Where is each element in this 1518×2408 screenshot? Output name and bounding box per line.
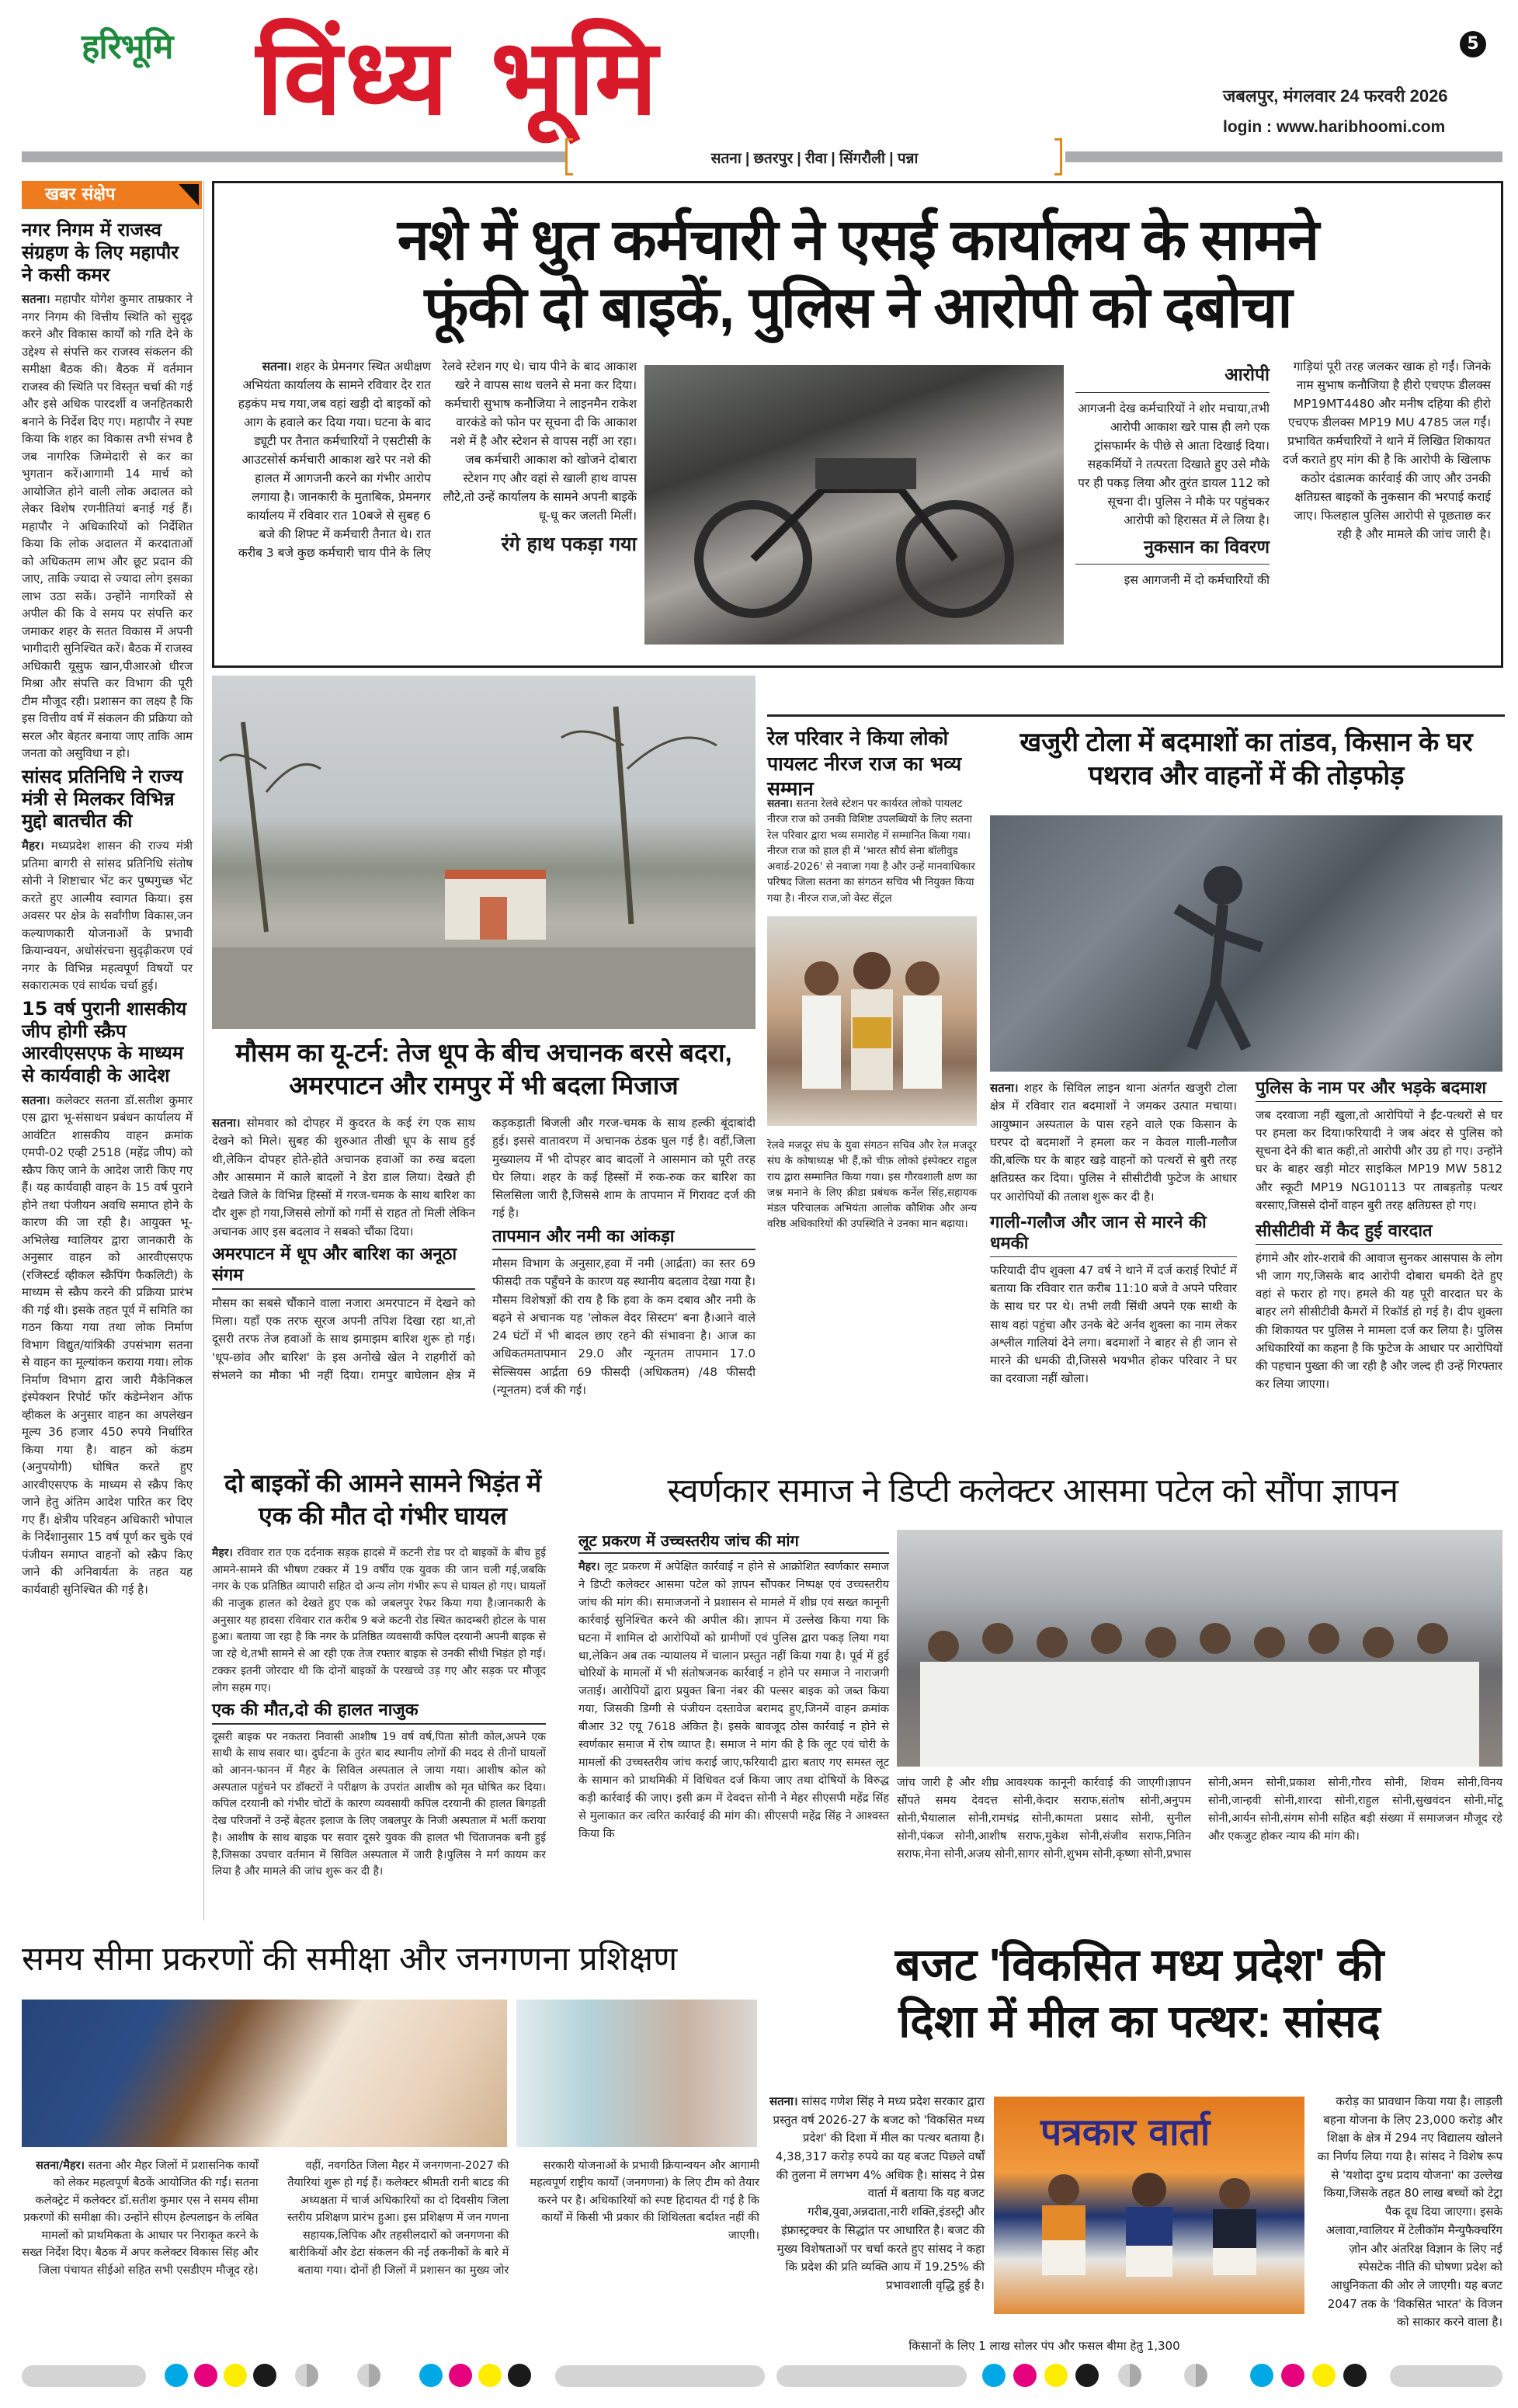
budget-story-headline[interactable] xyxy=(776,1937,1502,2050)
black-dot-icon xyxy=(253,2364,276,2387)
accident-story-body xyxy=(212,1545,546,1884)
group-people-illustration xyxy=(767,916,977,1126)
lead-body: आगजनी देख कर्मचारियों ने शोर मचाया,तभी आरोपी आकाश खरे पास ही लगे एक ट्रांसफार्मर के पीछे से आता दिखाई दिया। सहकर्मियों ने तत्परता दिखाते हुए उसे मौके पर ही पकड़ लिया और तुरंत डायल 112 को सूचना दी। पुलिस ने मौके पर पहुंचकर आरोपी को हिरासत में ले लिया है। xyxy=(1078,401,1270,527)
brief-item xyxy=(22,998,193,1599)
accident-story-headline[interactable]: दो बाइकों की आमने सामने भिड़ंत में एक की मौत दो गंभीर घायल xyxy=(224,1469,542,1530)
brief-body: मध्यप्रदेश शासन की राज्य मंत्री प्रतिमा बागरी से सांसद प्रतिनिधि संतोष सोनी ने शिष्टाचार भेंट कर पुष्पगुच्छ भेंट करते हुए आत्मीय स्वागत किया। इस अवसर पर क्षेत्र के सर्वांगीण विकास,जन कल्याणकारी योजनाओं के प्रभावी क्रियान्वयन, अधोसंरचना सुदृढ़ीकरण एवं नगर के विभिन्न महत्वपूर्ण विषयों पर सकारात्मक एवं सार्थक चर्चा हुई। xyxy=(22,839,193,993)
brief-headline[interactable]: 15 वर्ष पुरानी शासकीय जीप होगी स्क्रैप आरवीएसएफ के माध्यम से कार्यवाही के आदेश xyxy=(22,997,187,1087)
budget-headline-line1: बजट 'विकसित मध्य प्रदेश' की xyxy=(894,1940,1384,1990)
lead-body: रेलवे स्टेशन गए थे। चाय पीने के बाद आकाश खरे ने वापस साथ चलने से मना कर दिया। कर्मचारी सुभाष कनौजिया ने लाइनमैन राकेश वारकंडे को फोन पर सूचना दी कि आकाश नशे में है और स्टेशन से वापस नहीं आ रहा। जब कर्मचारी आकाश को खोजने दोबारा स्टेशन गए और वहां से खाली हाथ वापस लौटे,तो उन्हें कार्यालय के सामने अपनी बाइकें धू-धू कर जलती मिलीं। xyxy=(442,360,637,523)
memorandum-group-photo xyxy=(897,1530,1502,1767)
yellow-dot-icon xyxy=(1044,2364,1068,2387)
lead-headline-line2: फूंकी दो बाइकें, पुलिस ने आरोपी को दबोचा xyxy=(424,275,1292,340)
magenta-dot-icon xyxy=(1013,2364,1037,2387)
lead-body: गाड़ियां पूरी तरह जलकर खाक हो गईं। जिनके नाम सुभाष कनौजिया है हीरो एचएफ डीलक्स MP19MT4480 और मनीष दहिया की हीरो एचएफ डीलक्स MP19 MU 4785 जल गईं। प्रभावित कर्मचारियों ने थाने में लिखित शिकायत दर्ज कराते हुए मांग की है कि आरोपी के खिलाफ कठोर दंडात्मक कार्रवाई की जाए और उनकी क्षतिग्रस्त बाइकों के नुकसान की भरपाई कराई जाए। फिलहाल पुलिस आरोपी से पूछताछ कर रही है और मामले की जांच जारी है। xyxy=(1282,360,1491,542)
census-training-photo xyxy=(516,2000,757,2147)
cctv-footage-photo xyxy=(990,815,1502,1072)
lead-story-headline[interactable] xyxy=(225,206,1491,342)
weather-subhead-temperature: तापमान और नमी का आंकड़ा xyxy=(492,1226,756,1251)
lead-subhead-caught: रंगे हाथ पकड़ा गया xyxy=(501,533,637,556)
press-conference-photo xyxy=(994,2097,1304,2314)
budget-body-1: सांसद गणेश सिंह ने मध्य प्रदेश सरकार द्वारा प्रस्तुत वर्ष 2026-27 के बजट को 'विकसित मध्य प्रदेश' की दिशा में मील का पत्थर बताया है। 4,38,317 करोड़ रुपये का यह बजट पिछले वर्षों की तुलना में लगभग 4% अधिक है। सांसद ने प्रेस वार्ता में बताया कि यह बजट गरीब,युवा,अन्नदाता,नारी शक्ति,इंडस्ट्री और इंफ्रास्ट्रक्चर के सिद्धांत पर आधारित है। बजट की मुख्य विशेषताओं पर चर्चा करते हुए सांसद ने कहा कि प्रदेश की प्रति व्यक्ति आय में 19.25% की प्रभावशाली वृद्धि हुई है। xyxy=(773,2094,985,2292)
cyan-dot-icon xyxy=(165,2364,188,2387)
magenta-dot-icon xyxy=(449,2364,472,2387)
khajuri-subhead-threat: गाली-गलौज और जान से मारने की धमकी xyxy=(990,1212,1237,1257)
khajuri-story-headline[interactable]: खजुरी टोला में बदमाशों का तांडव, किसान के घर पथराव और वाहनों में की तोड़फोड़ xyxy=(1020,728,1473,791)
review-meeting-photo xyxy=(22,2000,507,2147)
cyan-dot-icon xyxy=(982,2364,1006,2387)
accident-subhead: एक की मौत,दो की हालत नाजुक xyxy=(212,1700,546,1725)
brand-logo: हरिभूमि xyxy=(82,27,173,67)
budget-story-column-3: करोड़ का प्रावधान किया गया है। लाड़ली बहना योजना के लिए 23,000 करोड़ और शिक्षा के क्षेत्र में 294 नए विद्यालय खोलने का निर्णय लिया गया है। सांसद ने विशेष रूप से 'यशोदा दुग्ध प्रदाय योजना' का उल्लेख किया,जिसके तहत 80 लाख बच्चों को टेट्रा पैक दूध दिया जाएगा। इसके अलावा,ग्वालियर में टेलीकॉम मैन्युफैक्चरिंग ज़ोन और अंतरिक्ष विज्ञान के लिए नई स्पेसटेक नीति की घोषणा प्रदेश को आधुनिकता की ओर ले जाएगी। यह बजट 2047 तक के 'विकसित भारत' के विजन को साकार करने वाला है। xyxy=(1317,2094,1502,2330)
khajuri-story-column-2 xyxy=(1256,1072,1502,1397)
registration-bar xyxy=(555,2365,765,2387)
lead-body: शहर के प्रेमनगर स्थित अधीक्षण अभियंता कार्यालय के सामने रविवार देर रात हड़कंप मच गया,जब वहां खड़ी दो बाइकों को आग के हवाले कर दिया गया। घटना के बाद ड्यूटी पर तैनात कर्मचारियों ने एसटीसी के आउटसोर्स कर्मचारी आकाश खरे पर नशे की हालत में आगजनी करने का गंभीर आरोप लगाया है। जानकारी के मुताबिक, प्रेमनगर कार्यालय में रविवार रात 10बजे से सुबह 6 बजे की शिफ्ट में कर्मचारी तैनात थे। रात करीब 3 बजे कुछ कर्मचारी चाय पीने के लिए xyxy=(238,360,431,561)
khajuri-subhead-police: पुलिस के नाम पर और भड़के बदमाश xyxy=(1256,1078,1502,1102)
weather-body-3: मौसम विभाग के अनुसार,हवा में नमी (आर्द्रता) का स्तर 69 फीसदी तक पहुँचने के कारण यह स्थानीय बदलाव देखा गया है। मौसम विशेषज्ञों की राय है कि हवा के कम दबाव और नमी के बढ़ने से अचानक यह 'लोकल वेदर सिस्टम' बना है।आने वाले 24 घंटों में भी बादल छाए रहने की संभावना है। आज का अधिकतमतापमान 29.0 और न्यूनतम तापमान 17.0 सेल्सियस आर्द्रता 69 फीसदी (अधिकतम) /48 फीसदी (न्यूनतम) दर्ज की गई। xyxy=(492,1256,756,1397)
khajuri-subhead-cctv: सीसीटीवी में कैद हुई वारदात xyxy=(1256,1221,1502,1245)
gray-half-dot-icon xyxy=(295,2364,318,2387)
budget-story-column-1 xyxy=(767,2093,985,2295)
lead-subhead-loss: नुकसान का विवरण xyxy=(1075,534,1270,565)
census-dateline: सतना/मैहर। xyxy=(36,2160,85,2172)
masthead-band-left xyxy=(22,151,565,162)
census-story-headline[interactable]: समय सीमा प्रकरणों की समीक्षा और जनगणना प्रशिक्षण xyxy=(22,1941,678,1978)
rail-dateline: सतना। xyxy=(767,797,793,810)
cyan-dot-icon xyxy=(1250,2364,1273,2387)
accident-dateline: मैहर। xyxy=(212,1547,233,1559)
magenta-dot-icon xyxy=(1281,2364,1304,2387)
brief-headline[interactable]: नगर निगम में राजस्व संग्रहण के लिए महापौर ने कसी कमर xyxy=(22,219,179,286)
column-divider xyxy=(203,181,204,1920)
gray-half-dot-icon xyxy=(1184,2364,1207,2387)
weather-subhead-amarpatan: अमरपाटन में धूप और बारिश का अनूठा संगम xyxy=(212,1244,475,1290)
swarnkar-body-2: जांच जारी है और शीघ्र आवश्यक कानूनी कार्रवाई की जाएगी।ज्ञापन सौंपते समय देवदत्त सोनी,केदार सराफ,संतोष सोनी,अनुपम सोनी,भैयालाल सोनी,रामचंद्र सोनी,कामता प्रसाद सोनी, सुनील सोनी,पंकज सोनी,आशीष सराफ,मुकेश सोनी,संजीव सराफ,नितिन सराफ,मेना सोनी,अजय सोनी,सागर सोनी,शुभम सोनी,कृष्णा सोनी,प्रभास सोनी,अमन सोनी,प्रकाश सोनी,गौरव सोनी, शिवम सोनी,विनय सोनी,जान्हवी सोनी,शारदा सोनी,राहुल सोनी,सुखवंदन सोनी,मोंटू सोनी,आर्यन सोनी,संगम सोनी सहित बड़ी संख्या में समाजजन मौजूद रहे और एकजुट होकर न्याय की मांग की। xyxy=(897,1777,1502,1861)
weather-body-1: सोमवार को दोपहर में कुदरत के कई रंग एक साथ देखने को मिले। सुबह की शुरुआत तीखी धूप के साथ हुई थी,लेकिन दोपहर होते-होते अचानक हवाओं का रुख बदला और आसमान में काले बादलों ने डेरा डाल लिया। देखते ही देखते जिले के विभिन्न हिस्सों में गरज-चमक के साथ बारिश का दौर शुरू हो गया,जिससे लोगों को गर्मी से राहत तो मिली लेकिन अचानक आए इस बदलाव ने सबको चौंका दिया। xyxy=(212,1116,475,1239)
lead-body: इस आगजनी में दो कर्मचारियों की xyxy=(1124,573,1270,588)
website-link[interactable]: login : www.haribhoomi.com xyxy=(1223,118,1446,136)
weather-dateline: सतना। xyxy=(212,1116,241,1130)
brief-dateline: सतना। xyxy=(22,292,50,307)
three-speakers-illustration xyxy=(994,2097,1304,2314)
burnt-motorcycle-illustration xyxy=(644,365,1064,645)
swarnkar-body-1: लूट प्रकरण में अपेक्षित कार्रवाई न होने से आक्रोशित स्वर्णकार समाज ने डिप्टी कलेक्टर आसमा पटेल को ज्ञापन सौंपकर निष्पक्ष एवं उच्चस्तरीय जांच की मांग की। समाजजनों ने प्रशासन से मामले में शीघ्र एवं सख्त कानूनी कार्रवाई सुनिश्चित करने की अपील की। ज्ञापन में उल्लेख किया गया कि घटना में शामिल दो आरोपियों को ग्रामीणों एवं पुलिस द्वारा पकड़ लिया गया था,लेकिन अब तक न्यायालय में चालान प्रस्तुत नहीं किया गया है। पूर्व में हुई चोरियों के मामलों में भी संतोषजनक कार्रवाई न होने पर समाज ने नाराजगी जताई। आरोपियों द्वारा प्रयुक्त बिना नंबर की पल्सर बाइक को जब्त किया गया, जिसकी डिग्गी से पंजीयन दस्तावेज बरामद हुए,जिनमें वाहन क्रमांक बीआर 32 एयू 7618 अंकित है। इसके बावजूद ठोस कार्रवाई न होने से स्वर्णकार समाज में रोष व्याप्त है। समाज ने मांग की है कि लूट एवं चोरी के मामलों की उच्चस्तरीय जांच कराई जाए,फरियादी द्वारा बताए गए समस्त लूट के सामान को प्राथमिकी में विधिवत दर्ज किया जाए तथा दोषियों के विरुद्ध कड़ी कार्रवाई की जाए। इसी क्रम में देवदत्त सोनी ने मेहर सीएसपी महेंद्र सिंह से मुलाकात कर त्वरित कार्रवाई की मांग की। सीएसपी महेंद्र सिंह ने आश्वस्त किया कि xyxy=(578,1561,889,1840)
budget-headline-line2: दिशा में मील का पत्थर: सांसद xyxy=(898,1996,1381,2047)
gray-half-dot-icon xyxy=(1118,2364,1141,2387)
section-rule xyxy=(767,714,1505,717)
registration-bar xyxy=(776,2365,967,2387)
registration-bar xyxy=(1390,2365,1502,2387)
rail-story-body-top xyxy=(767,796,977,906)
accident-body-2: दूसरी बाइक पर नकतरा निवासी आशीष 19 वर्ष वर्ष,पिता सोती कोल,अपने एक साथी के साथ सवार था। दुर्घटना के तुरंत बाद स्थानीय लोगों की मदद से तीनों घायलों को आनन-फानन में मैहर के सिविल अस्पताल ले जाया गया। आशीष कोल को अस्पताल पहुंचने पर डॉक्टरों ने परीक्षण के उपरांत आशीष को मृत घोषित कर दिया। कपिल दरयानी को गंभीर चोटों के कारण व्यवसायी कपिल दरयानी की हालत बिगड़ती देख परिजनों ने उन्हें बेहतर इलाज के लिए जबलपुर के निजी अस्पताल में भर्ती कराया है। आशीष के साथ बाइक पर सवार दूसरे युवक की हालत भी चिंताजनक बनी हुई है,जिसका उपचार वर्तमान में सिविल अस्पताल में जारी है।पुलिस ने मर्ग कायम कर लिया है और मामले की जांच शुरू कर दी है। xyxy=(212,1730,546,1878)
khajuri-body-3: जब दरवाजा नहीं खुला,तो आरोपियों ने ईंट-पत्थरों से घर पर हमला कर दिया।फरियादी ने जब अंदर से पुलिस को सूचना देने की बात कही,तो आरोपी और उग्र हो गए। उन्होंने घर के बाहर खड़ी मोटर साइकिल MP19 MW 5812 और स्कूटी MP19 NG10113 पर ताबड़तोड़ पत्थर बरसाए,जिससे दोनों वाहन बुरी तरह क्षतिग्रस्त हो गए। xyxy=(1256,1107,1502,1212)
census-story-body xyxy=(22,2157,759,2279)
rail-story-headline[interactable]: रेल परिवार ने किया लोको पायलट नीरज राज का भव्य सम्मान xyxy=(767,727,962,800)
region-list: सतना | छतरपुर | रीवा | सिंगरौली | पन्ना xyxy=(710,151,919,167)
census-body: सतना और मैहर जिलों में प्रशासनिक कार्यों को लेकर महत्वपूर्ण बैठकें आयोजित की गईं। सतना कलेक्ट्रेट में कलेक्टर डॉ.सतीश कुमार एस ने समय सीमा प्रकरणों की समीक्षा की। उन्होंने सीएम हेल्पलाइन के लंबित मामलों को प्राथमिकता के आधार पर निराकृत करने के सख्त निर्देश दिए। बैठक में अपर कलेक्टर विकास सिंह और जिला पंचायत सीईओ सहित सभी एसडीएम मौजूद रहे। वहीं, नवगठित जिला मैहर में जनगणना-2027 की तैयारियां शुरू हो गई हैं। कलेक्टर श्रीमती रानी बाटड की अध्यक्षता में चार्ज अधिकारियों का दो दिवसीय जिला स्तरीय प्रशिक्षण प्रारंभ हुआ। इस प्रशिक्षण में जन गणना सहायक,लिपिक और तहसीलदारों को जनगणना की बारीकियों और डेटा संकलन की नई तकनीकों के बारे में बताया गया। दोनों ही जिलों में प्रशासन का मुख्य जोर सरकारी योजनाओं के प्रभावी क्रियान्वयन और आगामी महत्वपूर्ण राष्ट्रीय कार्यों (जनगणना) के लिए टीम को तैयार करने पर है। अधिकारियों को स्पष्ट हिदायत दी गई है कि कार्यों में किसी भी प्रकार की शिथिलता बर्दाश्त नहीं की जाएगी। xyxy=(22,2160,759,2277)
swarnkar-story-headline[interactable]: स्वर्णकार समाज ने डिप्टी कलेक्टर आसमा पटेल को सौंपा ज्ञापन xyxy=(667,1472,1398,1510)
lead-dateline: सतना। xyxy=(262,360,292,374)
news-briefs-label-text: खबर संक्षेप xyxy=(45,185,116,204)
felicitation-photo xyxy=(767,916,977,1126)
budget-story-tail: किसानों के लिए 1 लाख सोलर पंप और फसल बीमा हेतु 1,300 xyxy=(908,2339,1180,2353)
khajuri-dateline: सतना। xyxy=(990,1081,1019,1095)
yellow-dot-icon xyxy=(1312,2364,1336,2387)
lead-subhead-accused: आरोपी xyxy=(1075,362,1270,393)
brief-body: कलेक्टर सतना डॉ.सतीश कुमार एस द्वारा भू-संसाधन प्रबंधन कार्यालय में आवंटित शासकीय वाहन क्रमांक एमपी-02 एव्ही 2518 (महेंद्र जीप) को स्क्रैप किए जाने के आदेश जारी किए गए हैं। यह कार्यवाही वाहन के 15 वर्ष पुराने होने तथा पंजीयन अवधि समाप्त होने के कारण की जा रही है। आयुक्त भू-अभिलेख ग्वालियर द्वारा जानकारी के अनुसार वाहन को आरवीएसएफ (रजिस्टर्ड व्हीकल स्क्रैपिंग फैकलिटी) के माध्यम से स्क्रैप करने की प्रक्रिया प्रारंभ की गई थी। इसके तहत पूर्व में समिति का गठन किया गया तथा लोक निर्माण विभाग विद्युत/यांत्रिकी उपसंभाग सतना से वाहन का मूल्यांकन कराया गया। लोक निर्माण विभाग द्वारा जारी मैकेनिकल इंस्पेक्शन रिपोर्ट फॉर कंडेम्नेशन ऑफ व्हीकल के अनुसार वाहन का अपलेखन मूल्य 36 हजार 450 रुपये निर्धारित किया गया है। वाहन को कंडम (अनुपयोगी) घोषित करते हुए आरवीएसएफ के माध्यम से स्क्रैप किए जाने हेतु अंतिम आदेश पारित कर दिए गए हैं। क्षेत्रीय परिवहन अधिकारी भोपाल के निर्देशानुसार 15 वर्ष पूर्ण कर चुके एवं पंजीयन समाप्त वाहनों को स्क्रैप किए जाने की अनिवार्यता के तहत यह कार्यवाही सुनिश्चित की गई है। xyxy=(22,1093,193,1597)
registration-bar xyxy=(22,2365,146,2387)
bracket-left-decoration xyxy=(565,138,573,175)
brief-dateline: मैहर। xyxy=(22,839,44,853)
rail-body: सतना रेलवे स्टेशन पर कार्यरत लोको पायलट नीरज राज को उनकी विशिष्ट उपलब्धियों के लिए सतना रेल परिवार द्वारा भव्य समारोह में सम्मानित किया गया।नीरज राज को हाल ही में 'भारत सौर्य सेना बॉलीवुड अवार्ड-2026' से नवाजा गया है और उन्हें मानवाधिकार परिषद जिला सतना का संगठन सचिव भी नियुक्त किया गया है। नीरज राज,जो वेस्ट सेंट्रल xyxy=(767,797,975,905)
cctv-figure-illustration xyxy=(990,815,1502,1072)
khajuri-story-column-1 xyxy=(990,1079,1237,1392)
crowd-illustration xyxy=(897,1530,1502,1767)
brief-dateline: सतना। xyxy=(22,1093,50,1107)
black-dot-icon xyxy=(1075,2364,1099,2387)
lead-story-column-4 xyxy=(1281,357,1491,544)
swarnkar-dateline: मैहर। xyxy=(578,1561,600,1573)
khajuri-body-1: शहर के सिविल लाइन थाना अंतर्गत खजुरी टोला क्षेत्र में रविवार रात बदमाशों ने जमकर उत्पात मचाया।आयुष्मान अस्पताल के पास रहने वाले एक किसान के घरपर दो बदमाशों ने हमला कर न केवल गाली-गलौज की,बल्कि घर के बाहर खड़े वाहनों को पत्थरों से बुरी तरह क्षतिग्रस्त कर दिया। पुलिस ने सीसीटीवी फुटेज के आधार पर आरोपियों की तलाश शुरू कर दी है। xyxy=(990,1081,1237,1204)
news-briefs-column xyxy=(22,216,193,1598)
tree-and-hut-illustration xyxy=(212,676,756,1029)
press-conference-banner: पत्रकार वार्ता xyxy=(1040,2111,1211,2154)
bracket-right-decoration xyxy=(1054,138,1062,175)
swarnkar-story-body xyxy=(578,1531,889,1843)
cyan-dot-icon xyxy=(419,2364,443,2387)
weather-story-headline[interactable]: मौसम का यू-टर्न: तेज धूप के बीच अचानक बरसे बदरा, अमरपाटन और रामपुर में भी बदला मिजाज xyxy=(235,1038,732,1100)
gray-half-dot-icon xyxy=(357,2364,380,2387)
weather-story-body xyxy=(212,1114,756,1399)
swarnkar-story-continued xyxy=(897,1774,1502,1864)
swarnkar-subhead: लूट प्रकरण में उच्चस्तरीय जांच की मांग xyxy=(578,1531,889,1554)
weather-body-2: मौसम का सबसे चौंकाने वाला नजारा अमरपाटन में देखने को मिला। यहाँ एक तरफ सूरज अपनी तपिश दिखा रहा था,तो दूसरी तरफ तेज हवाओं के साथ झमाझम बारिश शुरू हो गई। 'धूप-छांव और बारिश' के इस अनोखे खेल ने राहगीरों को संभलने का मौका भी नहीं दिया। रामपुर बाघेलान क्षेत्र में कड़कड़ाती बिजली और गरज-चमक के साथ हल्की बूंदाबांदी हुई। इससे वातावरण में अचानक ठंडक घुल गई है। वहीं,जिला मुख्यालय में भी दोपहर बाद बादलों ने आसमान को पूरी तरह घेर लिया। शहर के कई हिस्सों में रुक-रुक कर बारिश का सिलसिला जारी है,जिससे शाम के तापमान में गिरावट दर्ज की गई है। xyxy=(212,1116,756,1382)
print-registration-marks xyxy=(0,2361,1518,2392)
yellow-dot-icon xyxy=(224,2364,247,2387)
section-title: विंध्य भूमि xyxy=(256,16,661,138)
brief-headline[interactable]: सांसद प्रतिनिधि ने राज्य मंत्री से मिलकर विभिन्न मुद्दो बातचीत की xyxy=(22,765,183,832)
yellow-dot-icon xyxy=(478,2364,502,2387)
black-dot-icon xyxy=(1343,2364,1367,2387)
accident-body-1: रविवार रात एक दर्दनाक सड़क हादसे में कटनी रोड पर दो बाइकों के बीच हुई आमने-सामने की भीषण टक्कर में 19 वर्षीय एक युवक की जान चली गई,जबकि नगर के एक प्रतिष्ठित व्यापारी सहित दो अन्य लोग गंभीर रूप से घायल हो गए। घायलों की नाजुक हालत को देखते हुए एक को जबलपुर रेफर किया गया है।जानकारी के अनुसार यह हादसा रविवार रात करीब 9 बजे कटनी रोड स्थित कादम्बरी होटल के पास हुआ। बताया जा रहा है कि नगर के प्रतिष्ठित व्यवसायी कपिल दरयानी अपनी बाइक से जा रहे थे,तभी सामने से आ रही एक तेज रफ्तार बाइक से उनकी सीधी भिड़ंत हो गई। टक्कर इतनी जोरदार थी कि दोनों बाइकों के परखच्चे उड़ गए और सड़क पर मौजूद लोग सहम गए। xyxy=(212,1547,547,1694)
masthead-band-right xyxy=(1065,151,1502,162)
rail-story-body-bottom: रेलवे मजदूर संघ के युवा संगठन सचिव और रेल मजदूर संघ के कोषाध्यक्ष भी हैं,को चीफ़ लोको इंस्पेक्टर राहुल राय द्वारा सम्मानित किया गया। इस गौरवशाली क्षण का जश्न मनाने के लिए क्रीडा प्रबंधक कर्नेल सिंह,सहायक मंडल परिचालक अभियंता आलोक कौशिक और अन्य वरिष्ठ अधिकारियों की उपस्थिति ने उनका मान बढ़ाया। xyxy=(767,1139,977,1231)
corner-triangle-icon xyxy=(179,184,199,206)
brief-body: महापौर योगेश कुमार ताम्रकार ने नगर निगम की वित्तीय स्थिति को सुदृढ़ करने और विकास कार्यों को गति देने के उद्देश्य से संपत्ति कर राजस्व संकलन की समीक्षा बैठक की। बैठक में वर्तमान राजस्व की स्थिति पर विस्तृत चर्चा की गई और इसे अधिक पारदर्शी व जनहितकारी बनाने के निर्देश दिए गए। महापौर ने स्पष्ट किया कि शहर का विकास तभी संभव है जब नागरिक जिम्मेदारी से कर का भुगतान करें।आगामी 14 मार्च को आयोजित होने वाली लोक अदालत को लेकर विशेष रणनीतियां बनाई गई हैं। महापौर ने अधिकारियों को निर्देशित किया कि लोक अदालत में करदाताओं को अधिकतम लाभ और छूट प्रदान की जाए, ताकि ज्यादा से ज्यादा लोग इसका लाभ उठा सकें। उन्होंने नागरिकों से अपील की कि वे समय पर संपत्ति कर जमाकर शहर के सतत विकास में अपनी भागीदारी सुनिश्चित करें। बैठक में राजस्व अधिकारी यूसुफ खान,पीआरओ धीरज मिश्रा और संपत्ति कर विभाग की पूरी टीम मौजूद रही। प्रशासन का लक्ष्य है कि इस वित्तीय वर्ष में संकलन की प्रक्रिया को सरल और बेहतर बनाया जाए ताकि आम जनता को असुविधा न हो। xyxy=(22,292,193,761)
news-briefs-label xyxy=(22,181,202,209)
khajuri-body-4: हंगामे और शोर-शराबे की आवाज सुनकर आसपास के लोग भी जाग गए,जिसके बाद आरोपी दोबारा धमकी देते हुए वहां से फरार हो गए। हमले की यह पूरी वारदात घर के बाहर लगे सीसीटीवी कैमरों में रिकॉर्ड हो गई है। दीप शुक्ला की शिकायत पर पुलिस ने मामला दर्ज कर लिया है। पुलिस अधिकारियों का कहना है कि फुटेज के आधार पर आरोपियों की पहचान पुख्ता की जा रही है और जल्द ही उन्हें गिरफ्तार कर लिया जाएगा। xyxy=(1256,1250,1502,1392)
magenta-dot-icon xyxy=(194,2364,217,2387)
lead-story-column-2 xyxy=(439,357,637,568)
black-dot-icon xyxy=(508,2364,531,2387)
brief-item xyxy=(22,766,193,995)
lead-story-column-3 xyxy=(1075,357,1270,589)
village-landscape-photo xyxy=(212,676,756,1029)
edition-dateline: जबलपुर, मंगलवार 24 फरवरी 2026 xyxy=(1223,86,1448,106)
brief-item xyxy=(22,219,193,763)
page-number-badge: 5 xyxy=(1460,31,1486,57)
budget-dateline: सतना। xyxy=(769,2094,798,2108)
burnt-bikes-photo xyxy=(644,365,1064,645)
lead-headline-line1: नशे में धुत कर्मचारी ने एसई कार्यालय के सामने xyxy=(397,207,1319,272)
lead-story-column-1 xyxy=(233,357,431,562)
khajuri-body-2: फरियादी दीप शुक्ला 47 वर्ष ने थाने में दर्ज कराई रिपोर्ट में बताया कि रविवार रात करीब 11:10 बजे वे अपने परिवार के साथ घर पर थे। तभी लवी सिंधी अपने एक साथी के साथ वहां पहुंचा और उनके बेटे अर्नव शुक्ला का नाम लेकर अश्लील गालियां देने लगा। बदमाशों ने बाहर से ही जान से मारने की धमकी दी,जिससे भयभीत होकर परिवार ने घर का दरवाजा नहीं खोला। xyxy=(990,1263,1237,1386)
